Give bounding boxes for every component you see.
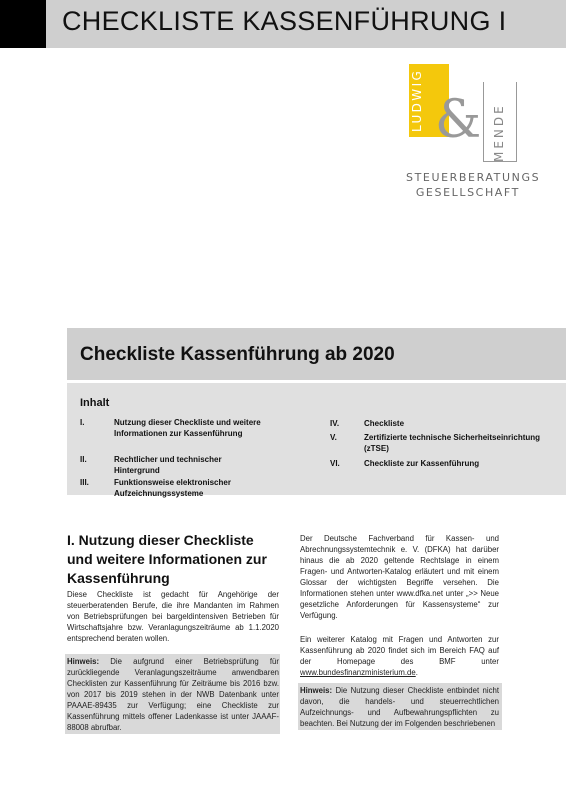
hint-paragraph bbox=[300, 685, 499, 729]
toc-item-number: V. bbox=[330, 433, 337, 442]
bmf-paragraph bbox=[300, 634, 499, 678]
hint-text: Die aufgrund einer Betriebsprüfung für zurückliegende Veranlagungszeiträume anwendbaren Checklisten zur Kassenführung für Zeiträume bis 2016 bzw. von 2017 bis 2019 stehen in der NWB Datenbank unter PAAAE-89435 zur Verfügung; eine Checkliste zur Kassenführung mittels offener Ladenkasse ist unter JAAAF-88008 abrufbar. bbox=[67, 657, 279, 732]
bmf-text: Ein weiterer Katalog mit Fragen und Antworten zur Kassenführung ab 2020 findet sich im Bereich FAQ auf der Homepage des BMF unter bbox=[300, 635, 499, 666]
toc-heading: Inhalt bbox=[80, 397, 110, 409]
hint-text: Die Nutzung dieser Checkliste entbindet nicht davon, die handels- und steuerrechtlichen Aufzeichnungs- und Aufbewahrungspflichten zu beachten. Bei Nutzung der im Folgenden beschriebenen bbox=[300, 686, 499, 728]
toc-item-label: Checkliste bbox=[364, 419, 405, 428]
bmf-link[interactable]: www.bundesfinanzministerium.de bbox=[300, 668, 416, 677]
toc-item-number: I. bbox=[80, 418, 85, 427]
header-accent-block bbox=[0, 0, 46, 48]
header-title: CHECKLISTE KASSENFÜHRUNG I bbox=[62, 6, 507, 36]
toc-item-number: VI. bbox=[330, 459, 340, 468]
toc-item-label: Checkliste zur Kassenführung bbox=[364, 459, 480, 468]
logo-word-mende: MENDE bbox=[492, 103, 506, 162]
logo-tagline-1: STEUERBERATUNGS bbox=[406, 171, 541, 184]
toc-item-label: Zertifizierte technische Sicherheitseinrichtung (zTSE) bbox=[364, 433, 541, 453]
intro-paragraph: Diese Checkliste ist gedacht für Angehörige der steuerberatenden Berufe, die ihre Mandanten im Rahmen von Betriebsprüfungen bei bargeldintensiven Betrieben für Wirtschaftsjahre bzw. Veranlagungszeiträume ab 1.1.2020 entsprechend beraten wollen. bbox=[67, 590, 279, 643]
logo-tagline-2: GESELLSCHAFT bbox=[415, 186, 520, 199]
hint-label: Hinweis: bbox=[67, 657, 100, 666]
logo-word-ludwig: LUDWIG bbox=[410, 68, 424, 132]
bmf-end: . bbox=[415, 668, 418, 677]
logo-ampersand: & bbox=[435, 90, 482, 150]
toc-item-label: Funktionsweise elektronischer Aufzeichnungssysteme bbox=[114, 478, 231, 498]
toc-item-number: IV. bbox=[330, 419, 340, 428]
section-heading: I. Nutzung dieser Checkliste und weitere Informationen zur Kassenführung bbox=[67, 532, 267, 586]
toc-item-label: Rechtlicher und technischer Hintergrund bbox=[114, 455, 222, 475]
page-title: Checkliste Kassenführung ab 2020 bbox=[80, 344, 395, 365]
toc-item-number: II. bbox=[80, 455, 87, 464]
dfka-paragraph: Der Deutsche Fachverband für Kassen- und Abrechnungssystemtechnik e. V. (DFKA) hat darüber hinaus die ab 2020 geltende Rechtslage in einem Fragen- und Antworten-Katalog erläutert und mit einem Glossar der wichtigsten Begriffe versehen. Die Informationen stehen unter www.dfka.net unter „>> Neue gesetzliche Anforderungen für Kassensysteme“ zur Verfügung. bbox=[300, 534, 499, 620]
toc-item-number: III. bbox=[80, 478, 89, 487]
hint-label: Hinweis: bbox=[300, 686, 333, 695]
company-logo bbox=[404, 64, 541, 204]
hint-paragraph bbox=[67, 656, 279, 733]
toc-item-label: Nutzung dieser Checkliste und weitere Informationen zur Kassenführung bbox=[114, 418, 261, 438]
